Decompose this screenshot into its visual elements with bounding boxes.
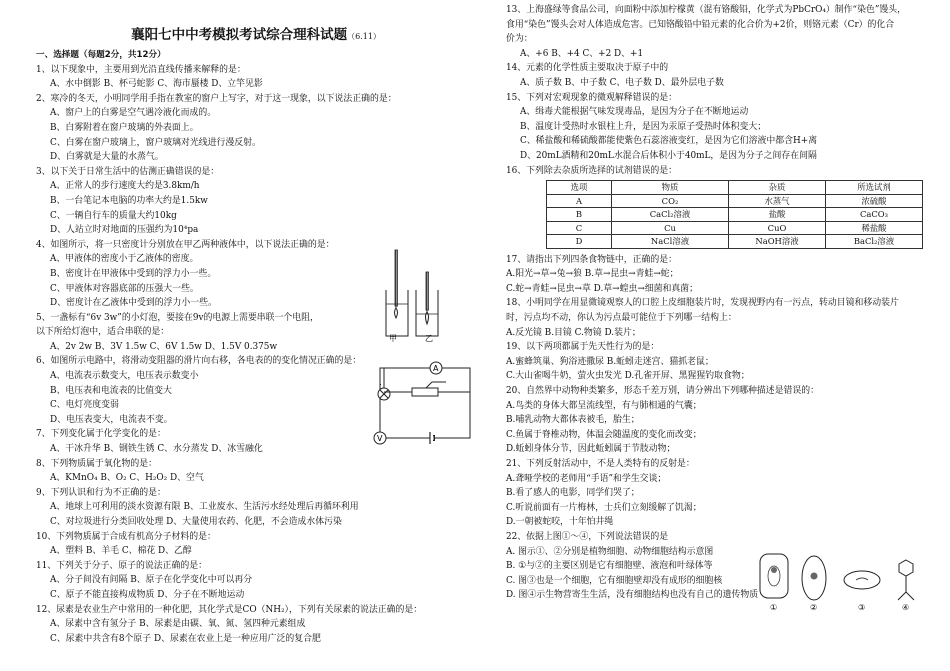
answer-option-line: A、水中倒影 B、杯弓蛇影 C、海市蜃楼 D、立竿见影	[50, 79, 263, 90]
table-cell: 稀盐酸	[826, 221, 923, 235]
table-cell: C	[547, 221, 612, 235]
virus-figure	[898, 560, 914, 600]
circuit-figure	[366, 354, 478, 452]
answer-option-line: A、质子数 B、中子数 C、电子数 D、最外层电子数	[520, 77, 724, 88]
answer-option-line: A、KMnO₄ B、O₂ C、H₂O₂ D、空气	[50, 473, 204, 484]
table-row	[547, 194, 923, 208]
question-line: 时，污点均不动，你认为污点最可能位于下列哪一结构上：	[506, 313, 737, 323]
table-cell: CaCO₃	[826, 208, 923, 222]
question-line: 20、自然界中动物种类繁多，形态千差万别，请分辨出下列哪种描述是错误的：	[506, 385, 820, 396]
question-line: C.鱼属于脊椎动物，体温会随温度的变化而改变；	[506, 429, 702, 440]
question-line: 14、元素的化学性质主要取决于原子中的	[506, 63, 669, 74]
answer-option-line: D、白雾就是大量的水蒸气。	[50, 152, 164, 163]
table-cell: B	[547, 208, 612, 222]
answer-option-line: C、稀盐酸和稀硫酸都能使紫色石蕊溶液变红，是因为它们溶液中都含H+离	[520, 136, 818, 147]
question-line: 6、如图所示电路中，将滑动变阻器的滑片向右移，各电表的的变化情况正确的是：	[36, 356, 362, 367]
question-line: 11、下列关于分子、原子的说法正确的是：	[36, 560, 208, 571]
rheostat	[412, 388, 438, 396]
answer-option-line: A、+6 B、+4 C、+2 D、+1	[520, 48, 644, 59]
question16-table	[546, 180, 923, 249]
table-cell: CO₂	[612, 194, 729, 208]
table-header: 杂质	[729, 181, 826, 195]
answer-option-line: C、对垃圾进行分类回收处理 D、大量使用农药、化肥，不会造成水体污染	[50, 517, 342, 527]
question-line: 1、以下现象中，主要用到光沿直线传播来解释的是：	[36, 64, 246, 75]
answer-option-line: D、人站立时对地面的压强约为10⁴pa	[50, 225, 199, 236]
answer-option-line: C、白雾在窗户玻璃上，窗户玻璃对光线进行漫反射。	[50, 137, 261, 148]
table-cell: 水蒸气	[729, 194, 826, 208]
question-line: C.听说前面有一片梅林，士兵们立刻缓解了饥渴；	[506, 502, 702, 513]
answer-option-line: B、白雾附着在窗户玻璃的外表面上。	[50, 122, 199, 133]
answer-option-line: A、电流表示数变大，电压表示数变小	[50, 371, 199, 382]
table-cell: NaOH溶液	[729, 235, 826, 249]
table-cell: Cu	[612, 221, 729, 235]
label-yi: 乙	[425, 334, 433, 342]
table-cell: CaCl₂溶液	[612, 208, 729, 222]
answer-option-line: C、甲液体对容器底部的压强大一些。	[50, 283, 199, 294]
cells-figure	[758, 550, 926, 612]
cell-label-1: ①	[770, 603, 778, 612]
answer-option-line: B、一台笔记本电脑的功率大约是1.5kw	[50, 195, 208, 206]
question-line: 15、下列对宏观现象的微观解释错误的是：	[506, 92, 678, 103]
question-line: A. 图示①、②分别是植物细胞、动物细胞结构示意图	[506, 546, 714, 557]
question-line: 19、以下两项都属于先天性行为的是：	[506, 342, 660, 353]
answer-option-line: B、密度计在甲液体中受到的浮力小一些。	[50, 268, 217, 279]
bacterium-cell	[844, 571, 880, 589]
table-header: 所选试剂	[826, 181, 923, 195]
table-cell: BaCl₂溶液	[826, 235, 923, 249]
answer-option-line: A、地球上可利用的淡水资源有限 B、工业废水、生活污水经处理后再循环利用	[50, 502, 359, 513]
question-line: 2、寒冷的冬天，小明同学用手指在教室的窗户上写字，对于这一现象，以下说法正确的是：	[36, 93, 397, 104]
right-questions-top	[506, 3, 936, 178]
question-line: D.蚯蚓身体分节，因此蚯蚓属于节肢动物；	[506, 444, 676, 455]
table-cell: CuO	[729, 221, 826, 235]
question-line: A.阳光→草→兔→狼 B.草→昆虫→青蛙→蛇；	[506, 269, 679, 280]
answer-option-line: A、缉毒犬能根据气味发现毒品，是因为分子在不断地运动	[520, 107, 749, 118]
table-header-row	[547, 181, 923, 195]
table-cell: 浓硫酸	[826, 194, 923, 208]
answer-option-line: A、2v 2w B、3V 1.5w C、6V 1.5w D、1.5V 0.375w	[50, 341, 278, 352]
page-title	[36, 25, 476, 47]
hydrometer-figure	[383, 242, 443, 342]
cell-label-4: ④	[902, 603, 910, 612]
answer-option-line: C、尿素中共含有8个原子 D、尿素在农业上是一种应用广泛的复合肥	[50, 633, 321, 644]
answer-option-line: A、塑料 B、羊毛 C、棉花 D、乙醇	[50, 546, 192, 557]
question-line: B.看了感人的电影，同学们哭了；	[506, 488, 640, 499]
table-row	[547, 221, 923, 235]
answer-option-line: A、尿素中含有氢分子 B、尿素是由碳、氧、氮、氢四种元素组成	[50, 619, 306, 630]
question-line: A.聋哑学校的老师用“手语”和学生交谈；	[506, 473, 667, 484]
question-line: 4、如图所示，将一只密度计分别放在甲乙两种液体中，以下说法正确的是：	[36, 239, 335, 250]
question-line: 10、下列物质属于合成有机高分子材料的是：	[36, 531, 216, 542]
question-line: A.蜜蜂筑巢、狗浴迹撒尿 B.蚯蚓走迷宫、猫抓老鼠；	[506, 356, 714, 367]
question-line: 13、上海盛绿等食品公司，向面粉中添加柠檬黄（混有铬酸铅，化学式为PbCrO₄）制作“染色”馒头，	[506, 5, 907, 15]
question-line: 价为：	[506, 34, 533, 45]
plant-cell	[760, 554, 788, 598]
question-line: 22、依据上图①～④，下列说法错误的是	[506, 531, 669, 542]
answer-option-line: C、一辆自行车的质量大约10kg	[50, 210, 177, 221]
cell-label-2: ②	[810, 603, 818, 612]
answer-option-line: D、密度计在乙液体中受到的浮力小一些。	[50, 298, 217, 309]
answer-option-line: C、原子不能直接构成物质 D、分子在不断地运动	[50, 589, 245, 600]
answer-option-line: A、正常人的步行速度大约是3.8km/h	[50, 181, 200, 192]
question-line: D.一朝被蛇咬，十年怕井绳	[506, 517, 614, 528]
answer-option-line: A、分子间没有间隔 B、原子在化学变化中可以再分	[50, 575, 253, 586]
answer-option-line: B、电压表和电流表的比值变大	[50, 385, 172, 396]
answer-option-line: D、20mL酒精和20mL水混合后体积小于40mL，是因为分子之间存在间隔	[520, 150, 817, 161]
answer-option-line: C、电灯亮度变弱	[50, 400, 119, 411]
question-line: 16、下列除去杂质所选择的试剂错误的是：	[506, 165, 678, 176]
table-cell: D	[547, 235, 612, 249]
question-line: D. 图④示生物营寄生生活，没有细胞结构也没有自己的遗传物质	[506, 590, 759, 601]
question-line: A.鸟类的身体大都呈流线型，有与肺相通的气囊；	[506, 400, 702, 411]
question-line: 3、以下关于日常生活中的估测正确错误的是：	[36, 166, 220, 177]
question-line: C.蛇→青蛙→昆虫→草 D.草→蝗虫→细菌和真菌；	[506, 283, 699, 294]
question-line: B. ①与②的主要区别是它有细胞壁、液泡和叶绿体等	[506, 561, 713, 572]
table-cell: 盐酸	[729, 208, 826, 222]
ammeter-label: A	[433, 364, 439, 373]
question-line: C. 图③也是一个细胞，它有细胞壁却没有成形的细胞核	[506, 575, 723, 586]
table-row	[547, 208, 923, 222]
title-text: 襄阳七中中考模拟考试综合理科试题	[131, 27, 348, 43]
question-line: 12、尿素是农业生产中常用的一种化肥，其化学式是CO（NH₂），下列有关尿素的说法正确的是：	[36, 604, 423, 615]
cell-label-3: ③	[858, 603, 866, 612]
table-row	[547, 235, 923, 249]
table-header: 选项	[547, 181, 612, 195]
question-line: C.大山雀喝牛奶，萤火虫发光 D.孔雀开屏、黑猩猩钓取食物；	[506, 371, 750, 382]
answer-option-line: D、电压表变大，电流表不变。	[50, 414, 173, 425]
exam-date: （6.11）	[347, 32, 381, 41]
table-header: 物质	[612, 181, 729, 195]
voltmeter-label: V	[377, 434, 383, 443]
question-line: 18、小明同学在用显微镜观察人的口腔上皮细胞装片时，发现视野内有一污点，转动目镜和移动装片	[506, 298, 899, 309]
question-line: 21、下列反射活动中，不是人类特有的反射是：	[506, 458, 695, 469]
question-line: A.反光镜 B.目镜 C.物镜 D.装片；	[506, 327, 641, 338]
table-cell: A	[547, 194, 612, 208]
question-line: B.哺乳动物大都体表被毛，胎生；	[506, 415, 640, 426]
section-heading: 一、选择题（每题2分，共12分）	[36, 50, 166, 60]
question-line: 5、一盏标有“6v 3w”的小灯泡，要接在9v的电源上需要串联一个电阻，	[36, 312, 319, 323]
question-line: 7、下列变化属于化学变化的是：	[36, 429, 166, 440]
question-line: 9、下列认识和行为不正确的是：	[36, 487, 166, 498]
question-line: 17、请指出下列四条食物链中，正确的是：	[506, 254, 678, 265]
label-jia: 甲	[389, 334, 397, 342]
answer-option-line: A、干冰升华 B、钢铁生锈 C、水分蒸发 D、冰雪融化	[50, 444, 263, 455]
question-line: 以下所给灯泡中，适合串联的是：	[36, 327, 170, 338]
answer-option-line: A、甲液体的密度小于乙液体的密度。	[50, 254, 199, 265]
question-line: 8、下列物质属于氧化物的是：	[36, 458, 158, 469]
right-column	[506, 0, 936, 603]
answer-option-line: A、窗户上的白雾是空气遇冷液化而成的。	[50, 108, 217, 119]
table-cell: NaCl溶液	[612, 235, 729, 249]
answer-option-line: B、温度计受热时水银柱上升，是因为汞原子受热时体积变大；	[520, 121, 767, 132]
question-line: 食用“染色”馒头会对人体造成危害。已知铬酸铅中铅元素的化合价为+2价，则铬元素（Cr）的化合	[506, 19, 895, 30]
